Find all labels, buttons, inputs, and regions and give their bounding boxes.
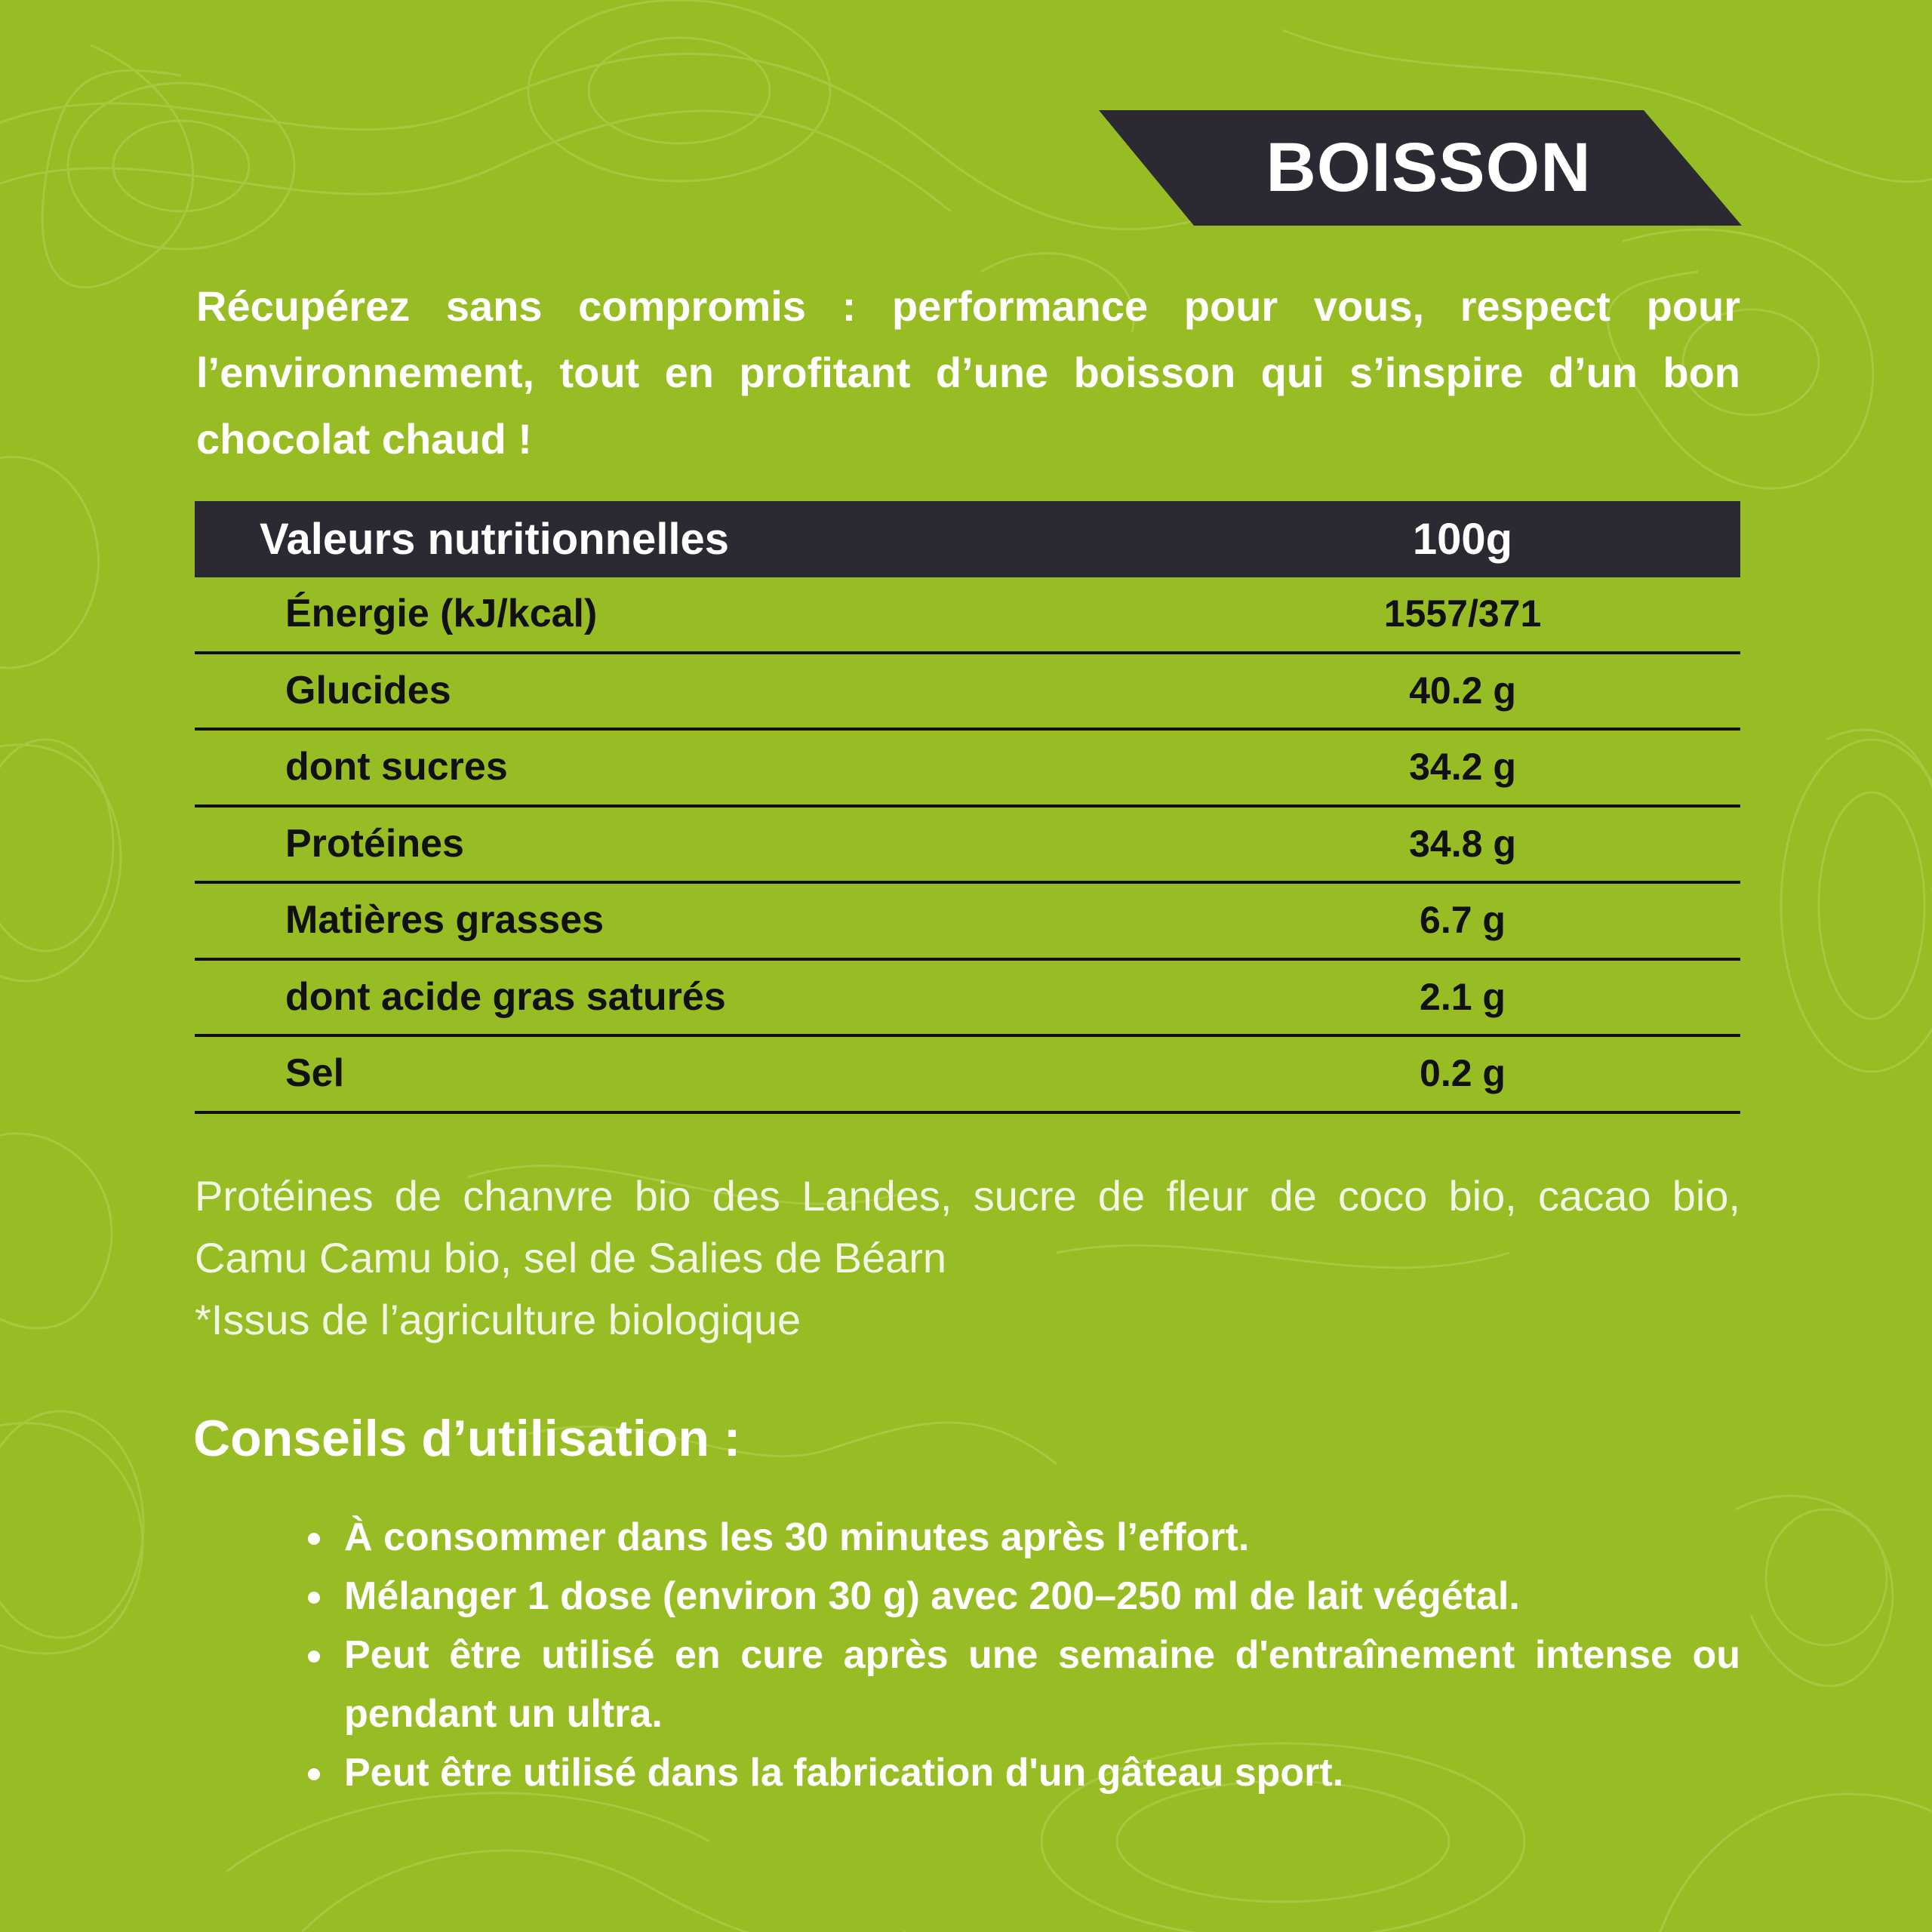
list-item bbox=[344, 1508, 1740, 1567]
bullet-icon bbox=[308, 1768, 320, 1780]
nutrient-value: 34.2 g bbox=[1409, 746, 1516, 788]
usage-advice-title: Conseils d’utilisation : bbox=[193, 1410, 741, 1467]
nutrient-name: Énergie (kJ/kcal) bbox=[285, 592, 598, 635]
list-item-text: Mélanger 1 dose (environ 30 g) avec 200–250 ml de lait végétal. bbox=[344, 1574, 1520, 1618]
header-quantity-label: 100g bbox=[1412, 515, 1513, 564]
table-row bbox=[195, 577, 1740, 654]
intro-text: Récupérez sans compromis : performance pour vous, respect pour l’environnement, tout en profitant d’une boisson qui s’inspire d’un bon chocolat chaud ! bbox=[196, 282, 1740, 463]
header-nutrient-label: Valeurs nutritionnelles bbox=[260, 515, 730, 564]
table-row bbox=[195, 1037, 1740, 1114]
banner-label: BOISSON bbox=[1266, 129, 1592, 206]
nutrient-name: Protéines bbox=[285, 821, 464, 866]
category-banner bbox=[1099, 110, 1742, 226]
bullet-icon bbox=[308, 1651, 320, 1663]
list-item-text: Peut être utilisé en cure après une semaine d'entraînement intense ou pendant un ultra. bbox=[344, 1633, 1740, 1736]
nutrient-value: 0.2 g bbox=[1420, 1052, 1506, 1094]
list-item bbox=[344, 1567, 1740, 1626]
list-item bbox=[344, 1743, 1740, 1802]
organic-footnote: *Issus de l’agriculture biologique bbox=[195, 1296, 801, 1343]
nutrient-name: Glucides bbox=[285, 668, 451, 712]
nutrient-name: Sel bbox=[285, 1051, 345, 1095]
table-row bbox=[195, 654, 1740, 731]
list-item bbox=[344, 1626, 1740, 1743]
bullet-icon bbox=[308, 1533, 320, 1545]
nutrient-value: 40.2 g bbox=[1409, 669, 1516, 712]
nutrient-value: 1557/371 bbox=[1383, 592, 1542, 635]
usage-advice-list bbox=[344, 1508, 1740, 1802]
table-row bbox=[195, 808, 1740, 884]
bullet-icon bbox=[308, 1592, 320, 1604]
nutrient-name: dont acide gras saturés bbox=[285, 974, 726, 1019]
nutrition-table-header bbox=[195, 501, 1740, 577]
nutrient-value: 2.1 g bbox=[1420, 975, 1506, 1018]
ingredients-text: Protéines de chanvre bio des Landes, sucre de fleur de coco bio, cacao bio, Camu Camu bio, sel de Salies de Béarn bbox=[195, 1172, 1740, 1281]
table-row bbox=[195, 961, 1740, 1038]
list-item-text: Peut être utilisé dans la fabrication d'un gâteau sport. bbox=[344, 1751, 1344, 1795]
table-row bbox=[195, 731, 1740, 808]
nutrition-table bbox=[195, 501, 1740, 1114]
list-item-text: À consommer dans les 30 minutes après l’effort. bbox=[344, 1515, 1250, 1559]
nutrient-name: dont sucres bbox=[285, 745, 508, 789]
nutrient-value: 34.8 g bbox=[1409, 822, 1516, 865]
nutrient-value: 6.7 g bbox=[1420, 899, 1506, 941]
nutrient-name: Matières grasses bbox=[285, 898, 605, 942]
table-row bbox=[195, 884, 1740, 961]
